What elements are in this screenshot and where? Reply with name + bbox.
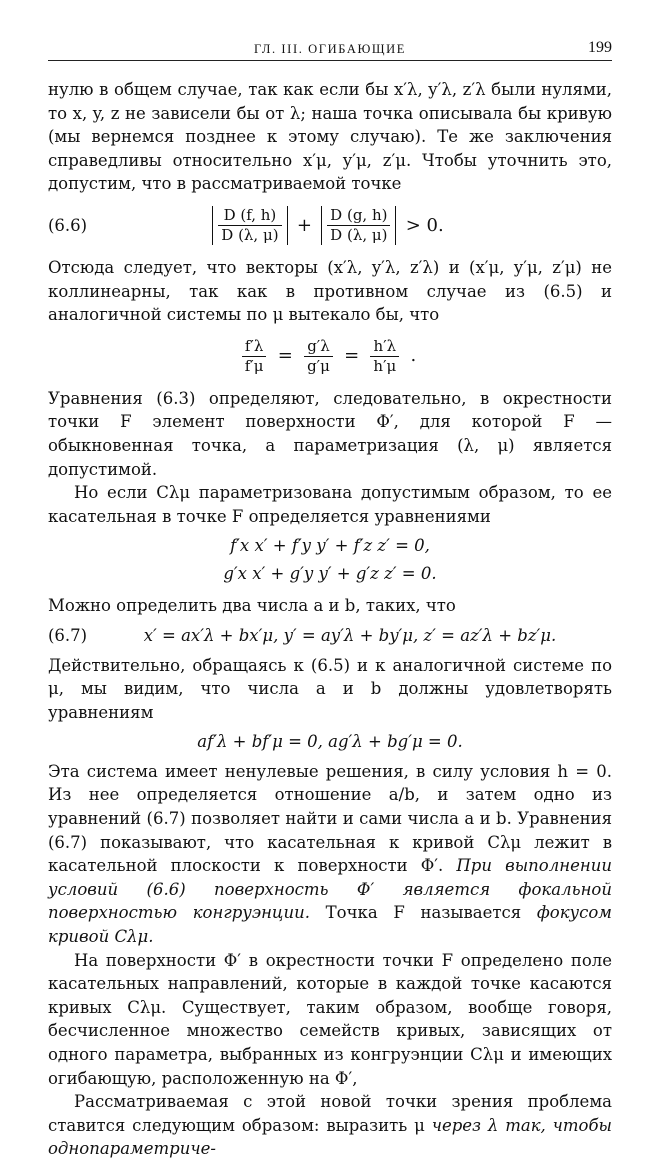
paragraph-4: Но если Cλμ параметризована допустимым образом, то ее касательная в точке F определяется уравнениями bbox=[48, 483, 612, 526]
relation: > 0. bbox=[405, 214, 444, 236]
denominator: g′μ bbox=[307, 356, 330, 375]
equation-6-6 bbox=[48, 202, 612, 250]
denominator: h′μ bbox=[373, 356, 397, 375]
equation-number: (6.7) bbox=[48, 625, 88, 645]
equation-body: af′λ + bf′μ = 0, ag′λ + bg′μ = 0. bbox=[197, 732, 463, 752]
chapter-running-title: ГЛ. III. ОГИБАЮЩИЕ bbox=[254, 42, 406, 56]
denominator: D (λ, μ) bbox=[221, 225, 279, 244]
equation-ratio bbox=[48, 333, 612, 381]
fraction bbox=[327, 206, 390, 245]
equals-sign: = bbox=[344, 345, 360, 367]
jacobian-abs-2 bbox=[321, 206, 396, 245]
tangent-equation-1: f′x x′ + f′y y′ + f′z z′ = 0, bbox=[230, 536, 430, 556]
denominator: f′μ bbox=[244, 356, 264, 375]
paragraph-8: На поверхности Φ′ в окрестности точки F определено поле касательных направлений, которые в каждой точке касаются кривых Cλμ. Существует, таким образом, вообще говоря, бесчисленное множество семейств кривых, зависящих от одного параметра, выбранных из конгруэнции Cλμ и имеющих огибающую, расположенную на Φ′, bbox=[48, 950, 612, 1088]
numerator: h′λ bbox=[370, 337, 399, 357]
running-header bbox=[48, 38, 612, 61]
paragraph-2: Отсюда следует, что векторы (x′λ, y′λ, z′λ) и (x′μ, y′μ, z′μ) не коллинеарны, так как в противном случае из (6.5) и аналогичной системы по μ вытекало бы, что bbox=[48, 257, 612, 325]
paragraph-9 bbox=[48, 1090, 612, 1161]
fraction-h bbox=[370, 337, 399, 376]
paragraph-3: Уравнения (6.3) определяют, следовательно, в окрестности точки F элемент поверхности Φ′, для которой F — обыкновенная точка, а параметризация (λ, μ) является допустимой. bbox=[48, 388, 612, 479]
tangent-equation-2: g′x x′ + g′y y′ + g′z z′ = 0. bbox=[223, 564, 437, 584]
jacobian-abs-1 bbox=[212, 206, 287, 245]
equation-body bbox=[212, 206, 447, 245]
numerator: D (g, h) bbox=[327, 206, 390, 226]
paragraph-1: нулю в общем случае, так как если бы x′λ, y′λ, z′λ были нулями, то x, y, z не зависели бы от λ; наша точка описывала бы кривую (мы вернемся позднее к этому случаю). Те же заключения справедливы относительно x′μ, y′μ, z′μ. Чтобы уточнить это, допустим, что в рассматриваемой точке bbox=[48, 80, 612, 194]
denominator: D (λ, μ) bbox=[330, 225, 388, 244]
numerator: g′λ bbox=[304, 337, 333, 357]
equals-sign: = bbox=[277, 345, 293, 367]
page-body bbox=[48, 78, 612, 1161]
equation-ab bbox=[48, 730, 612, 754]
emphasized-term: фокусом кривой Cλμ. bbox=[48, 903, 612, 947]
plus-sign: + bbox=[296, 214, 312, 236]
paragraph-6: Действительно, обращаясь к (6.5) и к аналогичной системе по μ, мы видим, что числа a и b должны удовлетворять уравнениям bbox=[48, 655, 612, 722]
fraction bbox=[218, 206, 281, 245]
emphasized-statement: При выполнении условий (6.6) поверхность Φ′ является фокальной поверхностью конгруэнции. bbox=[48, 856, 612, 923]
fraction-g bbox=[304, 337, 333, 376]
text-run: Эта система имеет ненулевые решения, в силу условия h = 0. Из нее определяется отношение a/b, и затем одно из уравнений (6.7) позволяет найти и сами числа a и b. Уравнения (6.7) показывают, что касательная к кривой Cλμ лежит в касательной плоскости к поверхности Φ′. bbox=[48, 761, 612, 876]
numerator: f′λ bbox=[242, 337, 267, 357]
equation-6-7 bbox=[48, 624, 612, 648]
period: . bbox=[410, 345, 417, 367]
paragraph-5: Можно определить два числа a и b, таких, что bbox=[48, 596, 456, 616]
paragraph-7 bbox=[48, 760, 612, 949]
equation-number: (6.6) bbox=[48, 216, 88, 236]
text-run: Рассматриваемая с этой новой точки зрения проблема ставится следующим образом: выразить μ bbox=[48, 1092, 612, 1135]
equation-body: x′ = ax′λ + bx′μ, y′ = ay′λ + by′μ, z′ = az′λ + bz′μ. bbox=[143, 625, 557, 645]
tangent-equations bbox=[48, 532, 612, 588]
equation-body bbox=[240, 337, 420, 376]
numerator: D (f, h) bbox=[218, 206, 281, 226]
page-number: 199 bbox=[588, 39, 612, 56]
fraction-f bbox=[242, 337, 267, 376]
emphasized-text: через λ так, чтобы однопараметриче- bbox=[48, 1115, 612, 1159]
text-run: Точка F называется bbox=[309, 903, 537, 923]
